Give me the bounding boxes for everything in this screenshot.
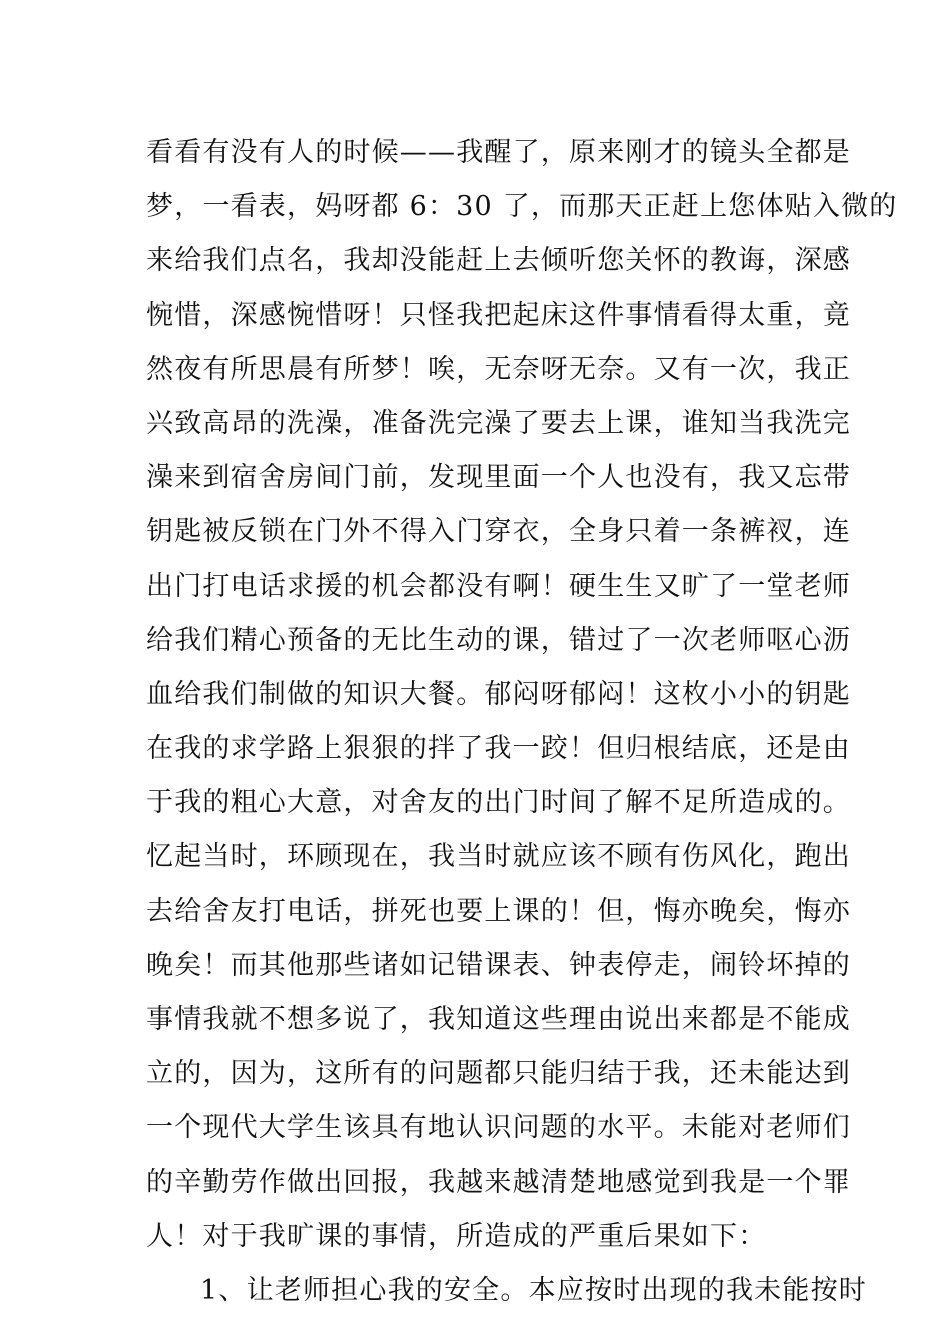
text-line: 一个现代大学生该具有地认识问题的水平。未能对老师们 (146, 1112, 851, 1144)
text-line: 忆起当时，环顾现在，我当时就应该不顾有伤风化，跑出 (146, 841, 851, 873)
text-line: 梦，一看表，妈呀都 6：30 了，而那天正赶上您体贴入微的 (146, 191, 898, 223)
text-line: 给我们精心预备的无比生动的课，错过了一次老师呕心沥 (146, 624, 851, 656)
text-line: 在我的求学路上狠狠的拌了我一跤！但归根结底，还是由 (146, 733, 851, 765)
text-line: 的辛勤劳作做出回报，我越来越清楚地感觉到我是一个罪 (146, 1166, 851, 1198)
body-text (146, 126, 898, 1318)
text-line: 去给舍友打电话，拼死也要上课的！但，悔亦晚矣，悔亦 (146, 895, 851, 927)
text-line: 兴致高昂的洗澡，准备洗完澡了要去上课，谁知当我洗完 (146, 407, 851, 439)
text-line: 出门打电话求援的机会都没有啊！硬生生又旷了一堂老师 (146, 570, 851, 602)
text-line: 事情我就不想多说了，我知道这些理由说出来都是不能成 (146, 1004, 851, 1035)
text-line: 来给我们点名，我却没能赶上去倾听您关怀的教诲，深感 (146, 245, 851, 277)
text-line: 人！对于我旷课的事情，所造成的严重后果如下： (146, 1220, 767, 1252)
text-line: 晚矣！而其他那些诸如记错课表、钟表停走，闹铃坏掉的 (146, 949, 851, 981)
text-line: 血给我们制做的知识大餐。郁闷呀郁闷！这枚小小的钥匙 (146, 678, 851, 710)
text-line: 于我的粗心大意，对舍友的出门时间了解不足所造成的。 (146, 787, 851, 819)
text-line: 看看有没有人的时候——我醒了，原来刚才的镜头全都是 (146, 137, 851, 168)
text-line: 澡来到宿舍房间门前，发现里面一个人也没有，我又忘带 (146, 462, 851, 494)
text-line: 惋惜，深感惋惜呀！只怪我把起床这件事情看得太重，竟 (146, 299, 851, 331)
text-line: 然夜有所思晨有所梦！唉，无奈呀无奈。又有一次，我正 (146, 353, 851, 385)
text-line: 立的，因为，这所有的问题都只能归结于我，还未能达到 (146, 1058, 851, 1090)
text-line: 钥匙被反锁在门外不得入门穿衣，全身只着一条裤衩，连 (146, 516, 851, 548)
list-item-text-line: 1、让老师担心我的安全。本应按时出现的我未能按时 (200, 1274, 867, 1306)
